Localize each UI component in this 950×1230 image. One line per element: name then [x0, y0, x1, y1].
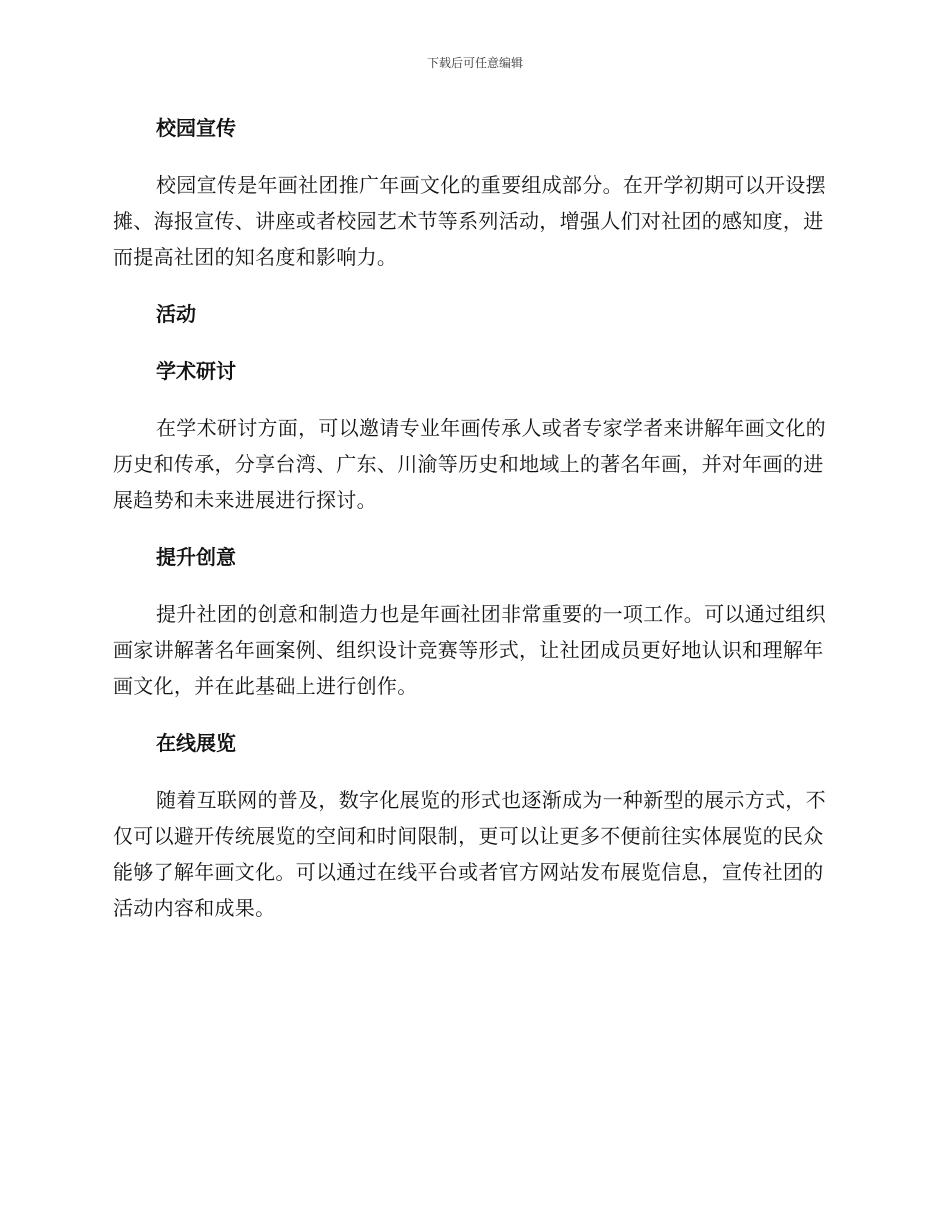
section-heading-online-exhibition: 在线展览	[156, 731, 236, 755]
section-heading-academic-seminar: 学术研讨	[156, 359, 236, 383]
paragraph-academic-seminar: 在学术研讨方面，可以邀请专业年画传承人或者专家学者来讲解年画文化的历史和传承，分享台湾、广东、川渝等历史和地域上的著名年画，并对年画的进展趋势和未来进展进行探讨。	[113, 416, 826, 512]
section-heading-campus-promotion: 校园宣传	[156, 116, 236, 140]
section-heading-creativity: 提升创意	[156, 545, 236, 569]
section-heading-activities: 活动	[156, 302, 196, 326]
document-body	[113, 110, 833, 947]
paragraph-campus-promotion: 校园宣传是年画社团推广年画文化的重要组成部分。在开学初期可以开设摆摊、海报宣传、讲座或者校园艺术节等系列活动，增强人们对社团的感知度，进而提高社团的知名度和影响力。	[113, 173, 826, 269]
paragraph-online-exhibition: 随着互联网的普及，数字化展览的形式也逐渐成为一种新型的展示方式，不仅可以避开传统展览的空间和时间限制，更可以让更多不便前往实体展览的民众能够了解年画文化。可以通过在线平台或者官方网站发布展览信息，宣传社团的活动内容和成果。	[113, 788, 826, 920]
paragraph-creativity: 提升社团的创意和制造力也是年画社团非常重要的一项工作。可以通过组织画家讲解著名年画案例、组织设计竞赛等形式，让社团成员更好地认识和理解年画文化，并在此基础上进行创作。	[113, 602, 826, 698]
page-header-note: 下载后可任意编辑	[426, 56, 523, 70]
